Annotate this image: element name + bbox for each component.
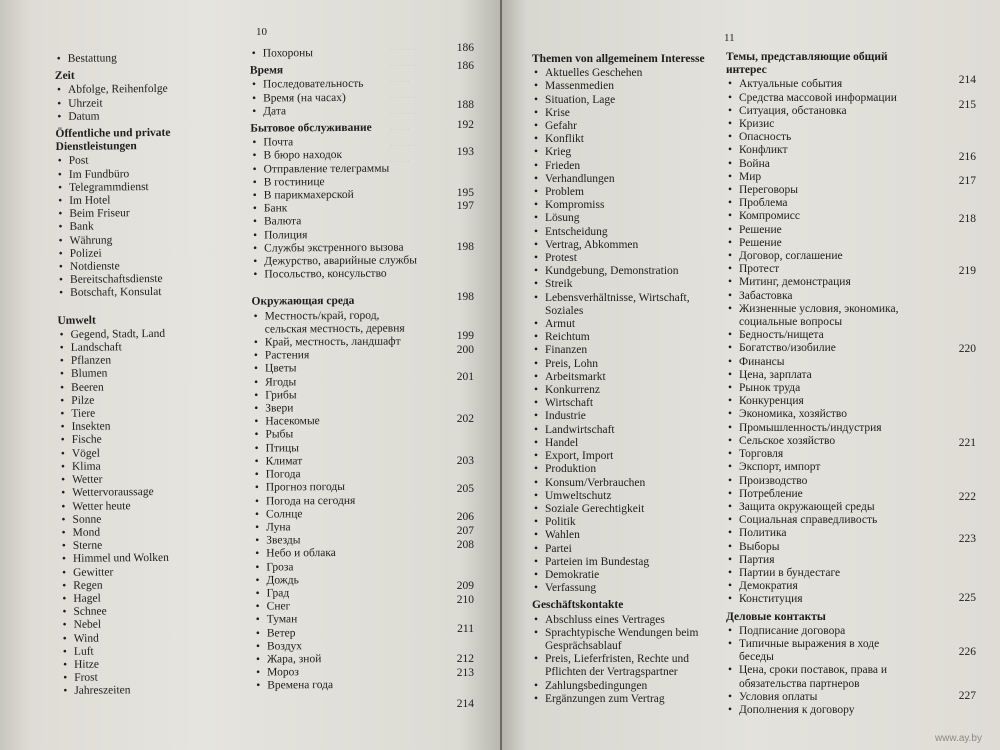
topic-item: • Problem bbox=[532, 186, 728, 199]
page-reference: 210 bbox=[456, 594, 474, 606]
topic-list bbox=[532, 614, 728, 706]
topic-item: • Валюта bbox=[251, 215, 423, 229]
topic-item: • Frost bbox=[61, 670, 251, 685]
topic-item: • Bereitschaftsdienste bbox=[57, 272, 247, 287]
topic-list bbox=[55, 82, 245, 124]
topic-item: • Сельское хозяйство bbox=[726, 435, 912, 448]
page-reference: 198 bbox=[456, 291, 474, 303]
section-heading: Время bbox=[249, 64, 284, 77]
topic-item: • Datum bbox=[55, 109, 245, 124]
topic-item: • Демократия bbox=[726, 580, 912, 593]
german-topic-column bbox=[532, 53, 728, 706]
topic-item: • Export, Import bbox=[532, 450, 728, 463]
section-heading: Zeit bbox=[54, 70, 75, 83]
topic-item: • В бюро находок bbox=[250, 149, 422, 163]
topic-item: • Мир bbox=[726, 171, 912, 184]
page-reference: 199 bbox=[456, 330, 474, 342]
page-reference: 206 bbox=[456, 511, 474, 523]
topic-item: • Pilze bbox=[58, 393, 248, 408]
topic-item: • Условия оплаты bbox=[726, 691, 912, 704]
topic-item: • Снег bbox=[254, 600, 426, 614]
topic-item: • Погода на сегодня bbox=[253, 494, 425, 508]
topic-item: • Luft bbox=[61, 644, 251, 659]
page-reference: 227 bbox=[958, 690, 976, 702]
topic-item: • Социальная справедливость bbox=[726, 514, 912, 527]
page-reference: 213 bbox=[456, 667, 474, 679]
russian-topic-column bbox=[250, 46, 427, 693]
topic-item: • Луна bbox=[253, 520, 425, 534]
topic-item: • Промышленность/индустрия bbox=[726, 422, 912, 435]
topic-item: • Streik bbox=[532, 278, 728, 291]
topic-item: • Край, местность, ландшафт bbox=[252, 335, 424, 349]
topic-list bbox=[250, 136, 423, 282]
topic-item: • Hitze bbox=[61, 657, 251, 672]
page-reference: 186 bbox=[456, 60, 474, 72]
topic-item: • Vertrag, Abkommen bbox=[532, 239, 728, 252]
topic-item: • Krieg bbox=[532, 146, 728, 159]
topic-item: • Звери bbox=[252, 401, 424, 415]
section-gap bbox=[57, 299, 247, 311]
topic-item: • Забастовка bbox=[726, 290, 912, 303]
topic-item: • Жизненные условия, экономика, социальные вопросы bbox=[726, 303, 912, 329]
page-reference: 192 bbox=[456, 119, 474, 131]
page-reference: 209 bbox=[456, 580, 474, 592]
topic-item: • Финансы bbox=[726, 356, 912, 369]
topic-item: • Gegend, Stadt, Land bbox=[58, 327, 248, 342]
topic-item: • Wahlen bbox=[532, 529, 728, 542]
topic-item: • Wind bbox=[61, 631, 251, 646]
watermark: www.ay.by bbox=[934, 733, 982, 744]
section-heading: Окружающая среда bbox=[251, 295, 355, 309]
topic-item: • Regen bbox=[60, 578, 250, 593]
topic-item: • Средства массовой информации bbox=[726, 92, 912, 105]
topic-item: • Птицы bbox=[253, 441, 425, 455]
topic-item: • Im Fundbüro bbox=[56, 167, 246, 182]
topic-item: • Massenmedien bbox=[532, 80, 728, 93]
page-reference: 218 bbox=[958, 213, 976, 225]
page-references bbox=[430, 0, 474, 750]
topic-item: • Насекомые bbox=[252, 415, 424, 429]
topic-item: • Sterne bbox=[60, 538, 250, 553]
topic-item: • Zahlungsbedingungen bbox=[532, 680, 728, 693]
topic-item: • Krise bbox=[532, 107, 728, 120]
section-gap bbox=[251, 281, 423, 292]
topic-item: • Жара, зной bbox=[254, 652, 426, 666]
topic-item: • Отправление телеграммы bbox=[251, 162, 423, 176]
page-reference: 216 bbox=[958, 151, 976, 163]
section-heading: Umwelt bbox=[57, 314, 96, 327]
topic-item: • Бедность/нищета bbox=[726, 329, 912, 342]
topic-item: • Туман bbox=[254, 613, 426, 627]
topic-item: • Дождь bbox=[253, 573, 425, 587]
topic-item: • Insekten bbox=[58, 419, 248, 434]
topic-item: • Цена, сроки поставок, права и обязательства партнеров bbox=[726, 664, 912, 690]
topic-item: • Конкуренция bbox=[726, 395, 912, 408]
page-reference: 195 bbox=[456, 187, 474, 199]
page-reference: 211 bbox=[457, 623, 474, 635]
bleed-through-text: ……… ……… …… ……… ……… …… ……… …… bbox=[390, 42, 420, 165]
topic-item: • Sprachtypische Wendungen beim Gesprächsablauf bbox=[532, 627, 728, 653]
topic-item: • Blumen bbox=[58, 366, 248, 381]
topic-item: • Переговоры bbox=[726, 184, 912, 197]
topic-item: • Растения bbox=[252, 349, 424, 363]
topic-item: • Партии в бундестаге bbox=[726, 567, 912, 580]
topic-item: • Schnee bbox=[60, 604, 250, 619]
topic-item: • Beeren bbox=[58, 380, 248, 395]
topic-item: • Parteien im Bundestag bbox=[532, 556, 728, 569]
topic-item: • Telegrammdienst bbox=[56, 180, 246, 195]
topic-item: • Politik bbox=[532, 516, 728, 529]
topic-item: • Bank bbox=[56, 219, 246, 234]
topic-item: • Экспорт, импорт bbox=[726, 461, 912, 474]
page-reference: 208 bbox=[456, 539, 474, 551]
topic-item: • Währung bbox=[57, 233, 247, 248]
page-references bbox=[916, 0, 976, 750]
section-heading: Themen von allgemeinem Interesse bbox=[532, 53, 705, 65]
topic-item: • Gewitter bbox=[60, 565, 250, 580]
topic-item: • Решение bbox=[726, 237, 912, 250]
topic-item: • Времена года bbox=[254, 679, 426, 693]
right-page bbox=[502, 0, 1000, 750]
page-reference: 221 bbox=[958, 437, 976, 449]
topic-item: • Reichtum bbox=[532, 331, 728, 344]
page-reference: 207 bbox=[456, 525, 474, 537]
topic-item: • Wettervoraussage bbox=[59, 485, 249, 500]
topic-item: • Wetter bbox=[59, 472, 249, 487]
topic-item: • Посольство, консульство bbox=[251, 268, 423, 282]
topic-item: • Vögel bbox=[59, 446, 249, 461]
page-reference: 205 bbox=[456, 483, 474, 495]
page-reference: 201 bbox=[456, 371, 474, 383]
topic-item: • Торговля bbox=[726, 448, 912, 461]
topic-item: • Погода bbox=[253, 467, 425, 481]
topic-item: • Митинг, демонстрация bbox=[726, 276, 912, 289]
page-reference: 217 bbox=[958, 175, 976, 187]
topic-item: • Himmel und Wolken bbox=[60, 551, 250, 566]
topic-item: • Опасность bbox=[726, 131, 912, 144]
page-reference: 198 bbox=[456, 241, 474, 253]
topic-item: • Hagel bbox=[60, 591, 250, 606]
topic-item: • Мороз bbox=[254, 666, 426, 680]
topic-item: • Ergänzungen zum Vertrag bbox=[532, 693, 728, 706]
topic-item: • Preis, Lieferfristen, Rechte und Pflichten der Vertragspartner bbox=[532, 653, 728, 679]
topic-item: • Актуальные события bbox=[726, 78, 912, 91]
topic-item: • Arbeitsmarkt bbox=[532, 371, 728, 384]
german-topic-column bbox=[55, 51, 252, 699]
topic-item: • Pflanzen bbox=[58, 353, 248, 368]
page-number: 10 bbox=[256, 26, 267, 38]
topic-item: • Im Hotel bbox=[56, 193, 246, 208]
topic-item: • Службы экстренного вызова bbox=[251, 241, 423, 255]
topic-item: • Klima bbox=[59, 459, 249, 474]
topic-item: • Kompromiss bbox=[532, 199, 728, 212]
topic-item: • Konsum/Verbrauchen bbox=[532, 477, 728, 490]
page-reference: 220 bbox=[958, 343, 976, 355]
topic-item: • Политика bbox=[726, 527, 912, 540]
topic-item: • Situation, Lage bbox=[532, 94, 728, 107]
topic-item: • Armut bbox=[532, 318, 728, 331]
topic-list bbox=[56, 153, 248, 300]
topic-item: • Soziale Gerechtigkeit bbox=[532, 503, 728, 516]
topic-item: • Partei bbox=[532, 543, 728, 556]
page-reference: 193 bbox=[456, 146, 474, 158]
page-reference: 223 bbox=[958, 533, 976, 545]
topic-item: • Jahreszeiten bbox=[61, 683, 251, 698]
topic-item: • Выборы bbox=[726, 541, 912, 554]
topic-item: • Bestattung bbox=[55, 51, 245, 66]
topic-item: • Konflikt bbox=[532, 133, 728, 146]
topic-item: • Lösung bbox=[532, 212, 728, 225]
topic-item: • Abschluss eines Vertrages bbox=[532, 614, 728, 627]
page-reference: 225 bbox=[958, 592, 976, 604]
topic-item: • В гостинице bbox=[251, 175, 423, 189]
topic-item: • Handel bbox=[532, 437, 728, 450]
topic-item: • Местность/край, город, сельская местность, деревня bbox=[252, 309, 424, 337]
russian-topic-column bbox=[726, 51, 912, 717]
page-reference: 197 bbox=[456, 200, 474, 212]
page-reference: 186 bbox=[456, 42, 474, 54]
page-reference: 202 bbox=[456, 413, 474, 425]
topic-item: • Богатство/изобилие bbox=[726, 342, 912, 355]
topic-item: • Протест bbox=[726, 263, 912, 276]
topic-item: • Типичные выражения в ходе беседы bbox=[726, 638, 912, 664]
topic-list bbox=[726, 625, 912, 717]
page-reference: 214 bbox=[958, 74, 976, 86]
topic-item: • Verfassung bbox=[532, 582, 728, 595]
page-reference: 214 bbox=[456, 698, 474, 710]
topic-item: • Demokratie bbox=[532, 569, 728, 582]
section-heading: Geschäftskontakte bbox=[532, 599, 624, 612]
topic-item: • Прогноз погоды bbox=[253, 481, 425, 495]
topic-item: • Industrie bbox=[532, 410, 728, 423]
topic-item: • Почта bbox=[250, 136, 422, 150]
topic-item: • Entscheidung bbox=[532, 226, 728, 239]
topic-item: • Кризис bbox=[726, 118, 912, 131]
section-heading: Бытовое обслуживание bbox=[250, 121, 372, 135]
topic-list bbox=[726, 78, 912, 606]
page-number: 11 bbox=[724, 32, 735, 44]
topic-item: • Конституция bbox=[726, 593, 912, 606]
topic-item: • Abfolge, Reihenfolge bbox=[55, 82, 245, 97]
topic-item: • Договор, соглашение bbox=[726, 250, 912, 263]
topic-item: • Компромисс bbox=[726, 210, 912, 223]
section-heading: Деловые контакты bbox=[726, 610, 826, 623]
topic-item: • Preis, Lohn bbox=[532, 358, 728, 371]
topic-item: • Цена, зарплата bbox=[726, 369, 912, 382]
topic-item: • Kundgebung, Demonstration bbox=[532, 265, 728, 278]
topic-item: • Mond bbox=[60, 525, 250, 540]
topic-item: • Notdienste bbox=[57, 259, 247, 274]
topic-item: • Грибы bbox=[252, 388, 424, 402]
topic-item: • Ягоды bbox=[252, 375, 424, 389]
topic-item: • Производство bbox=[726, 475, 912, 488]
topic-item: • Решение bbox=[726, 224, 912, 237]
topic-item: • Ситуация, обстановка bbox=[726, 105, 912, 118]
topic-item: • Война bbox=[726, 158, 912, 171]
topic-item: • Finanzen bbox=[532, 344, 728, 357]
topic-item: • Umweltschutz bbox=[532, 490, 728, 503]
topic-list bbox=[58, 327, 252, 699]
topic-item: • Подписание договора bbox=[726, 625, 912, 638]
topic-item: • Aktuelles Geschehen bbox=[532, 67, 728, 80]
topic-item: • Цветы bbox=[252, 362, 424, 376]
topic-item: • Beim Friseur bbox=[56, 206, 246, 221]
topic-item: • Конфликт bbox=[726, 144, 912, 157]
topic-list bbox=[250, 78, 422, 119]
topic-item: • Дополнения к договору bbox=[726, 704, 912, 717]
topic-item: • Экономика, хозяйство bbox=[726, 408, 912, 421]
page-reference: 219 bbox=[958, 265, 976, 277]
page-reference: 203 bbox=[456, 455, 474, 467]
page-reference: 188 bbox=[456, 99, 474, 111]
topic-item: • Полиция bbox=[251, 228, 423, 242]
topic-item: • Воздух bbox=[254, 639, 426, 653]
page-reference: 226 bbox=[958, 646, 976, 658]
page-reference: 215 bbox=[958, 99, 976, 111]
topic-list bbox=[55, 51, 245, 66]
topic-item: • Landschaft bbox=[58, 340, 248, 355]
topic-item: • Frieden bbox=[532, 160, 728, 173]
topic-item: • Verhandlungen bbox=[532, 173, 728, 186]
topic-item: • Дежурство, аварийные службы bbox=[251, 254, 423, 268]
page-reference: 212 bbox=[456, 653, 474, 665]
page-reference: 222 bbox=[958, 491, 976, 503]
section-heading: Темы, представляющие общий интерес bbox=[726, 51, 888, 77]
topic-item: • Wirtschaft bbox=[532, 397, 728, 410]
topic-item: • Гроза bbox=[253, 560, 425, 574]
topic-item: • Protest bbox=[532, 252, 728, 265]
topic-item: • Звезды bbox=[253, 534, 425, 548]
topic-item: • Небо и облака bbox=[253, 547, 425, 561]
topic-item: • Дата bbox=[250, 104, 422, 118]
topic-item: • Банк bbox=[251, 202, 423, 216]
topic-list bbox=[252, 309, 427, 693]
topic-item: • Gefahr bbox=[532, 120, 728, 133]
topic-list bbox=[250, 46, 422, 60]
topic-item: • Botschaft, Konsulat bbox=[57, 285, 247, 300]
topic-item: • Время (на часах) bbox=[250, 91, 422, 105]
topic-item: • Tiere bbox=[58, 406, 248, 421]
topic-item: • Wetter heute bbox=[59, 498, 249, 513]
topic-item: • Похороны bbox=[250, 46, 422, 60]
topic-list bbox=[532, 67, 728, 595]
topic-item: • Проблема bbox=[726, 197, 912, 210]
topic-item: • Защита окружающей среды bbox=[726, 501, 912, 514]
topic-item: • Солнце bbox=[253, 507, 425, 521]
topic-item: • Konkurrenz bbox=[532, 384, 728, 397]
topic-item: • Партия bbox=[726, 554, 912, 567]
topic-item: • Рыбы bbox=[252, 428, 424, 442]
topic-item: • Uhrzeit bbox=[55, 96, 245, 111]
topic-item: • Fische bbox=[59, 432, 249, 447]
topic-item: • Климат bbox=[253, 454, 425, 468]
topic-item: • В парикмахерской bbox=[251, 188, 423, 202]
topic-item: • Потребление bbox=[726, 488, 912, 501]
topic-item: • Post bbox=[56, 153, 246, 168]
topic-item: • Sonne bbox=[59, 512, 249, 527]
topic-item: • Lebensverhältnisse, Wirtschaft, Soziales bbox=[532, 292, 728, 318]
page-reference: 200 bbox=[456, 344, 474, 356]
topic-item: • Nebel bbox=[61, 617, 251, 632]
topic-item: • Последовательность bbox=[250, 78, 422, 92]
topic-item: • Рынок труда bbox=[726, 382, 912, 395]
topic-item: • Ветер bbox=[254, 626, 426, 640]
topic-item: • Град bbox=[254, 586, 426, 600]
topic-item: • Polizei bbox=[57, 246, 247, 261]
topic-item: • Landwirtschaft bbox=[532, 424, 728, 437]
topic-item: • Produktion bbox=[532, 463, 728, 476]
section-heading: Öffentliche und private Dienstleistungen bbox=[55, 126, 171, 154]
